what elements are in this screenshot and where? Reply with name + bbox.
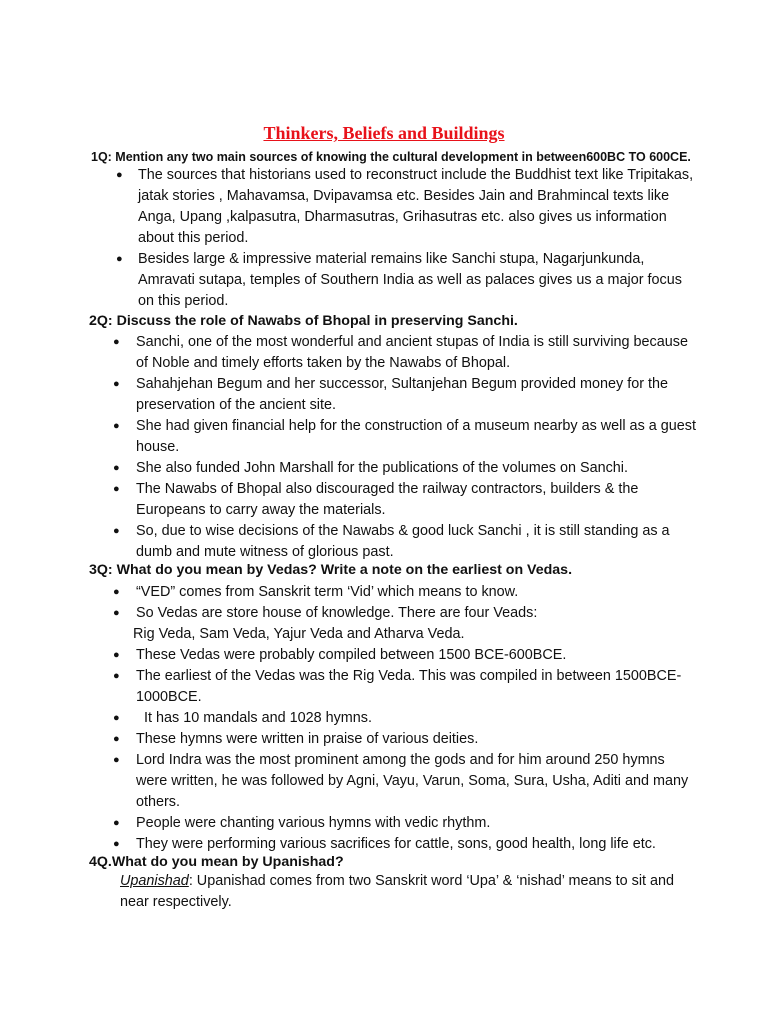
bullet-text: It has 10 mandals and 1028 hymns. [136,710,372,726]
bullet-text: The sources that historians used to reconstruct include the Buddhist text like Tripitakas, jatak stories , Mahavamsa, Dvipavamsa etc. Besides Jain and Brahmincal texts like Anga, Upang ,kalpasutra, Dharmasutras, Grihasutras etc. also gives us information about this period. [138,167,694,246]
bullet-icon: ● [116,253,123,265]
question-4: 4Q.What do you mean by Upanishad? [89,854,344,870]
bullet-text: She also funded John Marshall for the publications of the volumes on Sanchi. [136,460,628,476]
bullet-text: Besides large & impressive material remains like Sanchi stupa, Nagarjunkunda, Amravati sutapa, temples of Southern India as well as palaces gives us a major focus on this period. [138,251,682,309]
bullet-icon: ● [113,378,120,390]
bullet-text: The Nawabs of Bhopal also discouraged the railway contractors, builders & the Europeans to carry away the materials. [136,481,639,518]
bullet-icon: ● [113,733,120,745]
bullet-text: These hymns were written in praise of various deities. [136,731,479,747]
upanishad-term: Upanishad [120,873,189,889]
bullet-icon: ● [113,754,120,766]
question-1: 1Q: Mention any two main sources of knowing the cultural development in between600BC TO 600CE. [91,150,691,164]
bullet-icon: ● [113,586,120,598]
upanishad-definition-text: : Upanishad comes from two Sanskrit word ‘Upa’ & ‘nishad’ means to sit and near respectively. [120,873,675,910]
bullet-text: Sahahjehan Begum and her successor, Sultanjehan Begum provided money for the preservation of the ancient site. [136,376,668,413]
bullet-text: These Vedas were probably compiled between 1500 BCE-600BCE. [136,647,567,663]
question-3: 3Q: What do you mean by Vedas? Write a note on the earliest on Vedas. [89,562,573,578]
question-2: 2Q: Discuss the role of Nawabs of Bhopal in preserving Sanchi. [89,313,518,329]
bullet-icon: ● [113,420,120,432]
bullet-icon: ● [113,817,120,829]
bullet-icon: ● [113,336,120,348]
bullet-text: People were chanting various hymns with vedic rhythm. [136,815,491,831]
bullet-text: She had given financial help for the construction of a museum nearby as well as a guest house. [136,418,696,455]
bullet-icon: ● [116,169,123,181]
upanishad-definition [120,871,700,913]
bullet-icon: ● [113,712,120,724]
bullet-text: Sanchi, one of the most wonderful and ancient stupas of India is still surviving because of Noble and timely efforts taken by the Nawabs of Bhopal. [136,334,688,371]
bullet-icon: ● [113,525,120,537]
bullet-icon: ● [113,483,120,495]
veda-list: Rig Veda, Sam Veda, Yajur Veda and Atharva Veda. [133,626,465,642]
bullet-text: They were performing various sacrifices for cattle, sons, good health, long life etc. [136,836,656,852]
bullet-text: The earliest of the Vedas was the Rig Veda. This was compiled in between 1500BCE-1000BCE. [136,668,682,705]
page-title: Thinkers, Beliefs and Buildings [263,123,505,143]
bullet-icon: ● [113,670,120,682]
bullet-text: Lord Indra was the most prominent among the gods and for him around 250 hymns were written, he was followed by Agni, Vayu, Varun, Soma, Sura, Usha, Aditi and many others. [136,752,689,810]
bullet-icon: ● [113,649,120,661]
bullet-icon: ● [113,462,120,474]
bullet-text: So Vedas are store house of knowledge. There are four Veads: [136,605,538,621]
bullet-text: “VED” comes from Sanskrit term ‘Vid’ which means to know. [136,584,519,600]
bullet-icon: ● [113,838,120,850]
bullet-text: So, due to wise decisions of the Nawabs & good luck Sanchi , it is still standing as a dumb and mute witness of glorious past. [136,523,670,560]
bullet-icon: ● [113,607,120,619]
